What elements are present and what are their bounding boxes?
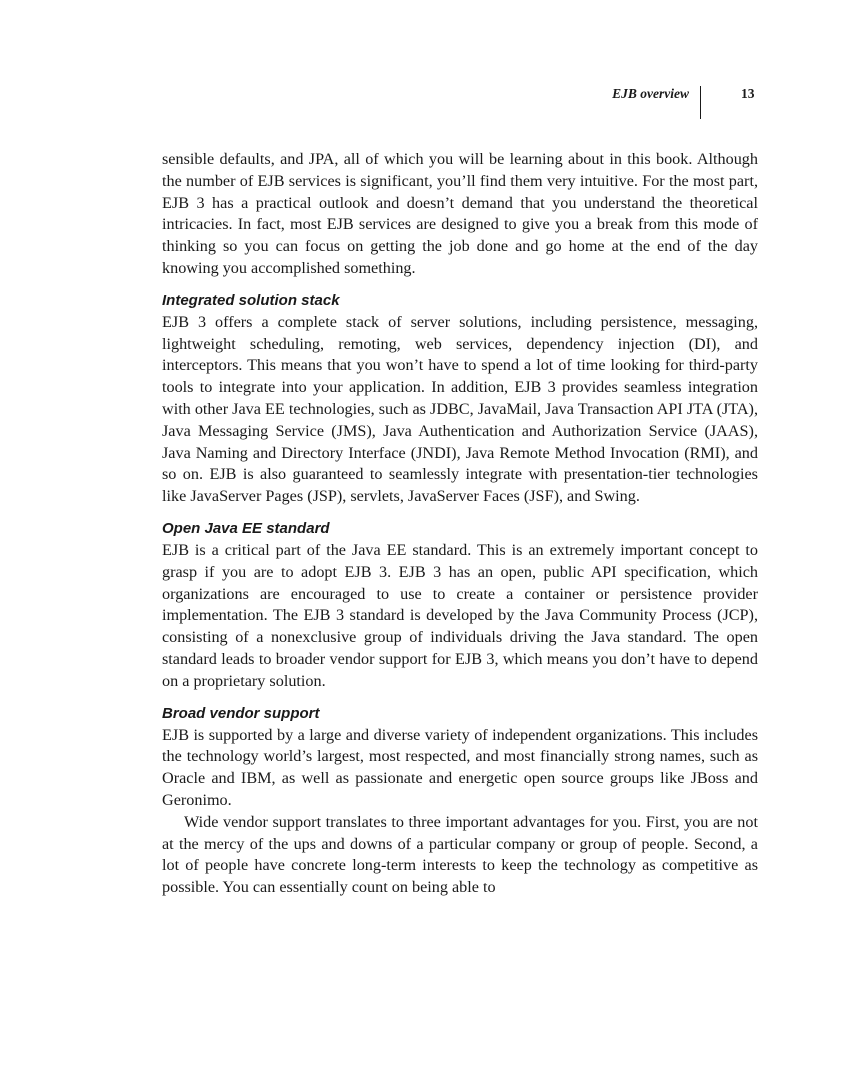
paragraph-open-java-ee-standard: EJB is a critical part of the Java EE standard. This is an extremely important concept to grasp if you are to adopt EJB 3. EJB 3 has an open, public API specification, which organizations are encouraged to use to create a container or persistence provider implementation. The EJB 3 standard is developed by the Java Community Process (JCP), consisting of a nonexclusive group of individuals driving the Java standard. The open standard leads to broader vendor support for EJB 3, which means you don’t have to depend on a proprietary solution. [162, 540, 758, 690]
paragraph-integrated-solution-stack: EJB 3 offers a complete stack of server solutions, including persistence, messaging, lightweight scheduling, remoting, web services, dependency injection (DI), and interceptors. This means that you won’t have to spend a lot of time looking for third-party tools to integrate into your application. In addition, EJB 3 provides seamless integration with other Java EE technologies, such as JDBC, JavaMail, Java Transaction API JTA (JTA), Java Messaging Service (JMS), Java Authentication and Authorization Service (JAAS), Java Naming and Directory Interface (JNDI), Java Remote Method Invocation (RMI), and so on. EJB is also guaranteed to seamlessly integrate with presentation-tier technologies like JavaServer Pages (JSP), servlets, JavaServer Faces (JSF), and Swing. [162, 312, 758, 506]
header-divider [700, 86, 701, 119]
intro-paragraph: sensible defaults, and JPA, all of which you will be learning about in this book. Although the number of EJB services is significant, you’ll find them very intuitive. For the most part, EJB 3 has a practical outlook and doesn’t demand that you understand the theoretical intricacies. In fact, most EJB services are designed to give you a break from this mode of thinking so you can focus on getting the job done and go home at the end of the day knowing you accomplished something. [162, 150, 758, 277]
running-title: EJB overview [612, 86, 689, 101]
page-body [162, 149, 758, 899]
section-heading-open-java-ee-standard: Open Java EE standard [162, 519, 330, 537]
paragraph-vendor-advantages: Wide vendor support translates to three important advantages for you. First, you are not at the mercy of the ups and downs of a particular company or group of people. Second, a lot of people have concrete long-term interests to keep the technology as competitive as possible. You can essentially count on being able to [162, 812, 758, 897]
section-heading-integrated-solution-stack: Integrated solution stack [162, 291, 340, 309]
paragraph-broad-vendor-support: EJB is supported by a large and diverse variety of independent organizations. This includes the technology world’s largest, most respected, and most financially strong names, such as Oracle and IBM, as well as passionate and energetic open source groups like JBoss and Geronimo. [162, 725, 758, 809]
page-number: 13 [741, 86, 755, 101]
running-header [0, 84, 849, 124]
section-heading-broad-vendor-support: Broad vendor support [162, 704, 320, 722]
